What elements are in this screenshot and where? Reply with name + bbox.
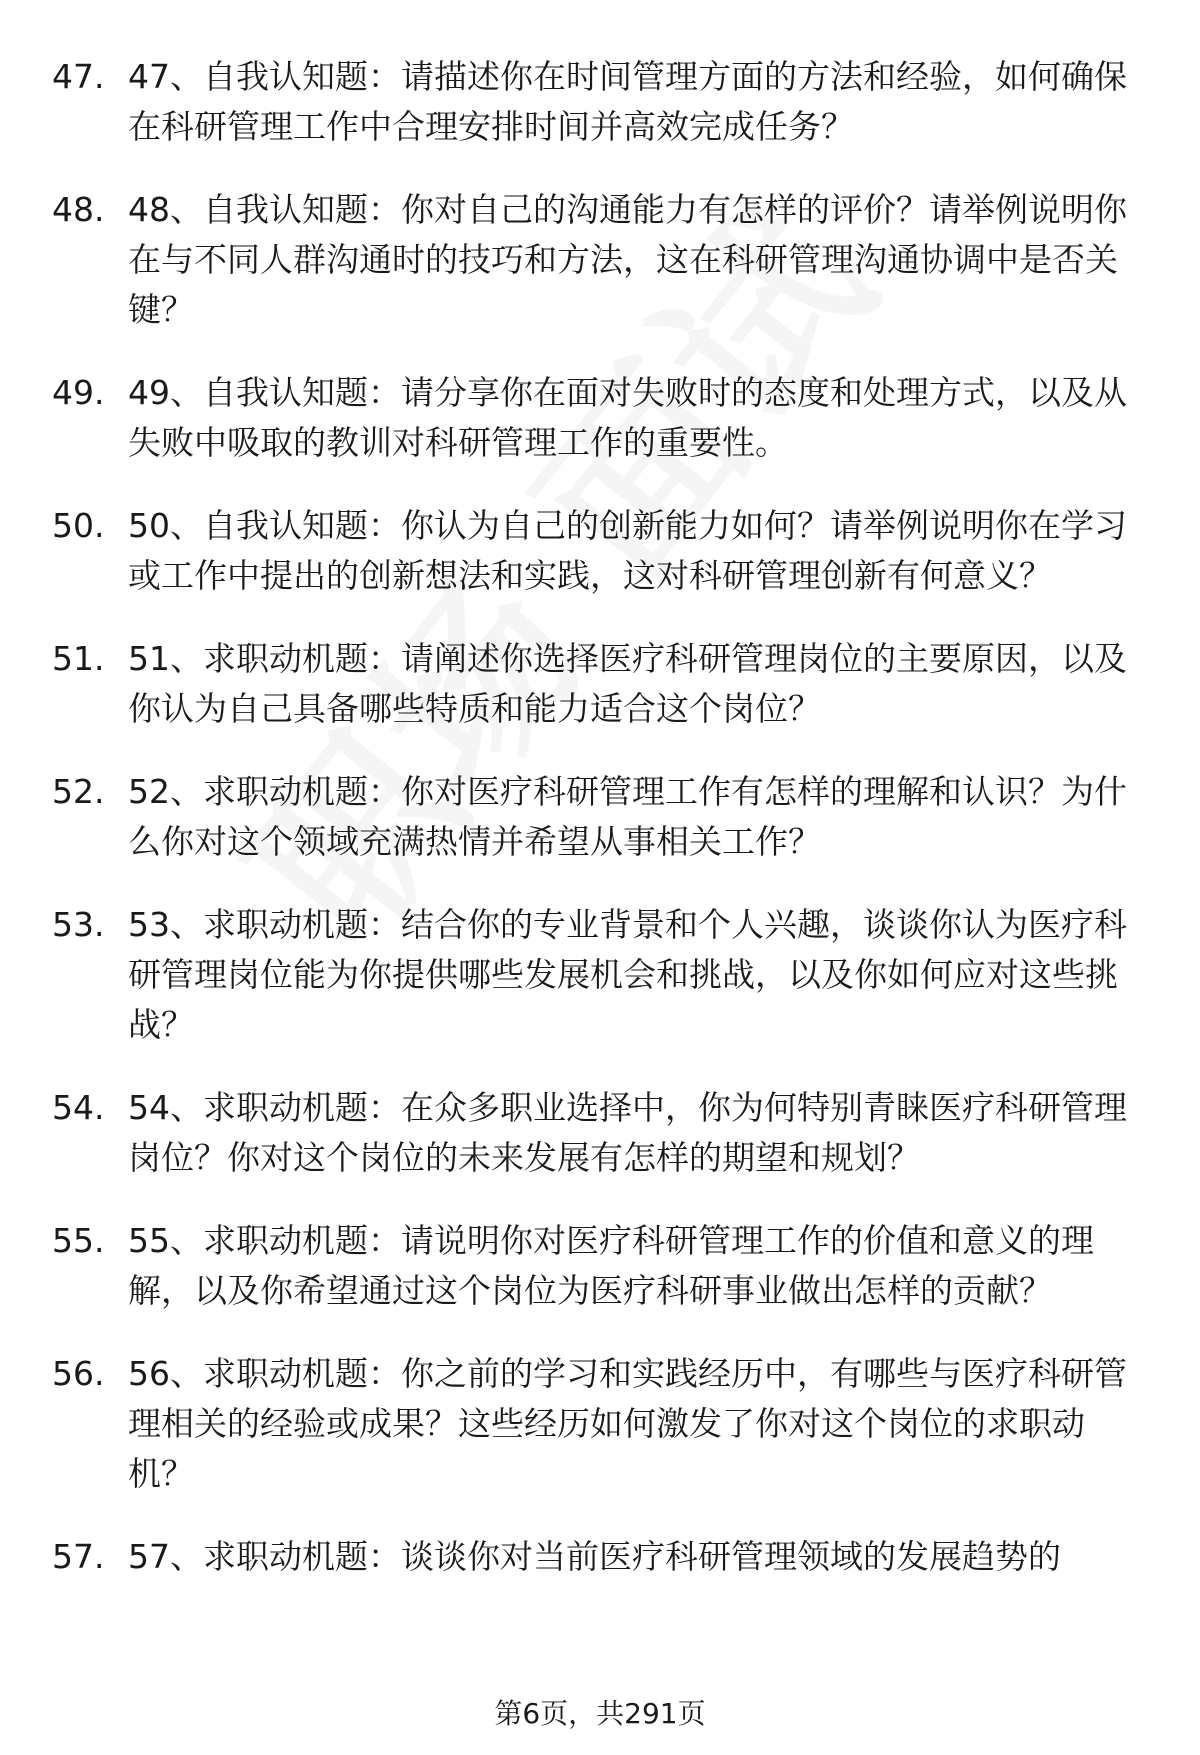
item-number: 50.	[52, 506, 105, 545]
list-item	[0, 368, 1200, 468]
item-number: 56.	[52, 1354, 105, 1393]
item-text: 49、自我认知题：请分享你在面对失败时的态度和处理方式，以及从失败中吸取的教训对科研管理工作的重要性。	[128, 373, 1127, 462]
list-item	[0, 1216, 1200, 1316]
item-text: 50、自我认知题：你认为自己的创新能力如何？请举例说明你在学习或工作中提出的创新想法和实践，这对科研管理创新有何意义？	[128, 506, 1127, 595]
item-text: 54、求职动机题：在众多职业选择中，你为何特别青睐医疗科研管理岗位？你对这个岗位的未来发展有怎样的期望和规划？	[128, 1088, 1127, 1177]
list-item	[0, 634, 1200, 734]
item-text: 56、求职动机题：你之前的学习和实践经历中，有哪些与医疗科研管理相关的经验或成果？这些经历如何激发了你对这个岗位的求职动机？	[128, 1354, 1127, 1493]
item-number: 48.	[52, 190, 105, 229]
list-item	[0, 1083, 1200, 1183]
list-item	[0, 501, 1200, 601]
list-item	[0, 1532, 1200, 1582]
list-item	[0, 1349, 1200, 1499]
item-text: 48、自我认知题：你对自己的沟通能力有怎样的评价？请举例说明你在与不同人群沟通时的技巧和方法，这在科研管理沟通协调中是否关键？	[128, 190, 1127, 329]
list-item	[0, 900, 1200, 1050]
item-number: 47.	[52, 57, 105, 96]
item-number: 52.	[52, 772, 105, 811]
list-item	[0, 185, 1200, 335]
item-number: 49.	[52, 373, 105, 412]
item-number: 57.	[52, 1537, 105, 1576]
item-number: 54.	[52, 1088, 105, 1127]
item-number: 55.	[52, 1221, 105, 1260]
item-text: 53、求职动机题：结合你的专业背景和个人兴趣，谈谈你认为医疗科研管理岗位能为你提供哪些发展机会和挑战，以及你如何应对这些挑战？	[128, 905, 1127, 1044]
question-list	[0, 52, 1200, 1615]
item-text: 57、求职动机题：谈谈你对当前医疗科研管理领域的发展趋势的	[128, 1537, 1061, 1576]
item-text: 51、求职动机题：请阐述你选择医疗科研管理岗位的主要原因，以及你认为自己具备哪些特质和能力适合这个岗位？	[128, 639, 1127, 728]
list-item	[0, 767, 1200, 867]
item-text: 47、自我认知题：请描述你在时间管理方面的方法和经验，如何确保在科研管理工作中合理安排时间并高效完成任务？	[128, 57, 1127, 146]
item-number: 51.	[52, 639, 105, 678]
list-item	[0, 52, 1200, 152]
item-text: 52、求职动机题：你对医疗科研管理工作有怎样的理解和认识？为什么你对这个领域充满热情并希望从事相关工作？	[128, 772, 1127, 861]
item-number: 53.	[52, 905, 105, 944]
item-text: 55、求职动机题：请说明你对医疗科研管理工作的价值和意义的理解，以及你希望通过这个岗位为医疗科研事业做出怎样的贡献？	[128, 1221, 1094, 1310]
page-footer: 第6页，共291页	[494, 1697, 706, 1730]
